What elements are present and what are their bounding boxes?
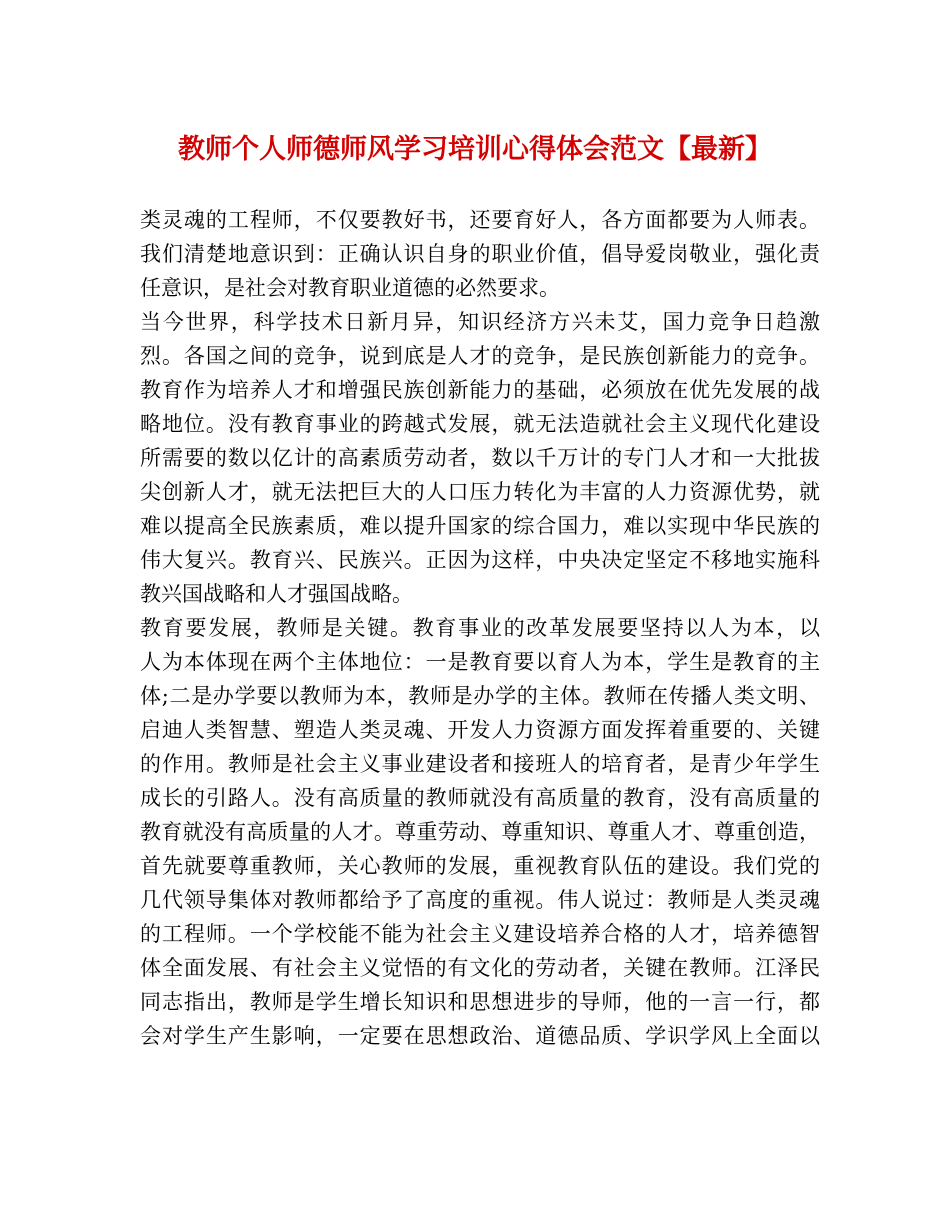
body-line: 启迪人类智慧、塑造人类灵魂、开发人力资源方面发挥着重要的、关键: [140, 718, 820, 742]
body-line: 尖创新人才，就无法把巨大的人口压力转化为丰富的人力资源优势，就: [140, 480, 820, 504]
body-line: 的工程师。一个学校能不能为社会主义建设培养合格的人才，培养德智: [140, 922, 820, 946]
body-line: 体全面发展、有社会主义觉悟的有文化的劳动者，关键在教师。江泽民: [140, 956, 820, 980]
body-line: 略地位。没有教育事业的跨越式发展，就无法造就社会主义现代化建设: [140, 412, 820, 436]
document-body: [140, 203, 820, 1053]
body-line: 体;二是办学要以教师为本，教师是办学的主体。教师在传播人类文明、: [140, 684, 820, 708]
body-line: 几代领导集体对教师都给予了高度的重视。伟人说过：教师是人类灵魂: [140, 888, 820, 912]
body-line: 烈。各国之间的竞争，说到底是人才的竞争，是民族创新能力的竞争。: [140, 344, 820, 368]
body-line: 人为本体现在两个主体地位：一是教育要以育人为本，学生是教育的主: [140, 650, 820, 674]
body-line: 教育作为培养人才和增强民族创新能力的基础，必须放在优先发展的战: [140, 378, 820, 402]
body-line: 教兴国战略和人才强国战略。: [140, 582, 413, 606]
body-line: 的作用。教师是社会主义事业建设者和接班人的培育者，是青少年学生: [140, 752, 820, 776]
body-line: 难以提高全民族素质，难以提升国家的综合国力，难以实现中华民族的: [140, 514, 820, 538]
document-title: 教师个人师德师风学习培训心得体会范文【最新】: [178, 134, 772, 165]
body-line: 同志指出，教师是学生增长知识和思想进步的导师，他的一言一行，都: [140, 990, 820, 1014]
body-line: 首先就要尊重教师，关心教师的发展，重视教育队伍的建设。我们党的: [140, 854, 820, 878]
body-line: 当今世界，科学技术日新月异，知识经济方兴未艾，国力竞争日趋激: [140, 310, 820, 334]
body-line: 伟大复兴。教育兴、民族兴。正因为这样，中央决定坚定不移地实施科: [140, 548, 820, 572]
body-line: 我们清楚地意识到：正确认识自身的职业价值，倡导爱岗敬业，强化责: [140, 242, 820, 266]
body-line: 任意识，是社会对教育职业道德的必然要求。: [140, 276, 560, 300]
body-line: 类灵魂的工程师，不仅要教好书，还要育好人，各方面都要为人师表。: [140, 208, 820, 232]
body-line: 教育就没有高质量的人才。尊重劳动、尊重知识、尊重人才、尊重创造，: [140, 820, 820, 844]
body-line: 教育要发展，教师是关键。教育事业的改革发展要坚持以人为本，以: [140, 616, 820, 640]
body-line: 会对学生产生影响，一定要在思想政治、道德品质、学识学风上全面以: [140, 1024, 820, 1048]
body-line: 成长的引路人。没有高质量的教师就没有高质量的教育，没有高质量的: [140, 786, 820, 810]
body-line: 所需要的数以亿计的高素质劳动者，数以千万计的专门人才和一大批拔: [140, 446, 820, 470]
